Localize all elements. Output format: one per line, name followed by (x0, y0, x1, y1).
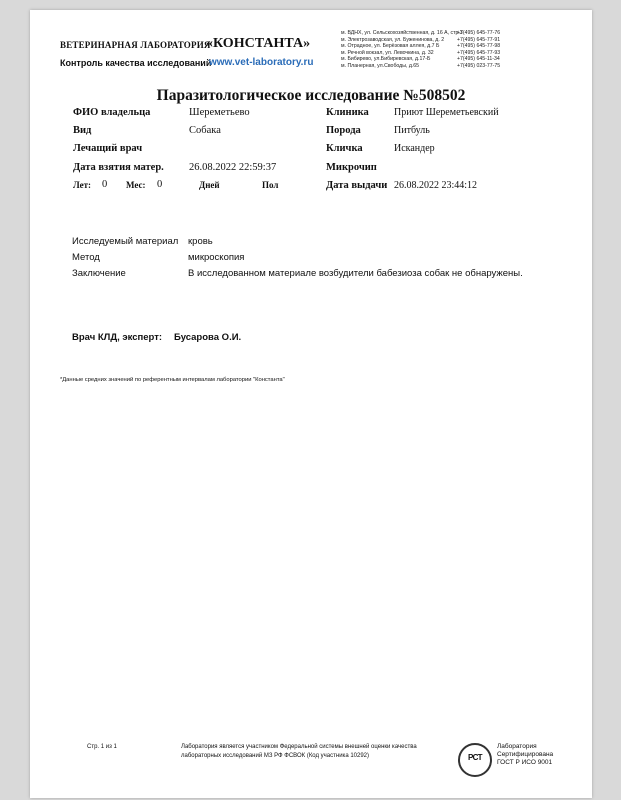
sex-label: Пол (262, 180, 279, 190)
method-label: Метод (72, 252, 100, 263)
issue-date-value: 26.08.2022 23:44:12 (394, 180, 478, 191)
address-line: м. Электрозаводская, ул. Буженинова, д. 2 +7(495) 645-77-91 (341, 36, 501, 43)
address-line: м. Речной вокзал, ул. Левочкина, д. 32 +7(495) 645-77-93 (341, 49, 501, 56)
address-line: м. Планерная, ул.Свободы, д.65 +7(495) 023-77-75 (341, 62, 501, 69)
conclusion-value: В исследованном материале возбудители бабезиоза собак не обнаружены. (188, 268, 523, 279)
days-label: Дней (199, 180, 220, 190)
address-line: м. Бибирево, ул.Бибиревская, д.17-Б +7(495) 645-11-34 (341, 56, 500, 63)
owner-label: ФИО владельца (73, 107, 151, 118)
sample-date-value: 26.08.2022 22:59:37 (189, 162, 277, 173)
sample-date-label: Дата взятия матер. (73, 162, 164, 173)
species-value: Собака (189, 125, 221, 136)
nickname-value: Искандер (394, 143, 435, 154)
gost-certification-icon (458, 743, 492, 777)
material-value: кровь (188, 236, 213, 247)
lab-website-link[interactable]: www.vet-laboratory.ru (209, 57, 314, 68)
cert-line2: Сертифицирована (497, 751, 554, 758)
doctor-label: Лечащий врач (73, 143, 143, 154)
nickname-label: Кличка (326, 143, 363, 154)
material-label: Исследуемый материал (72, 236, 179, 247)
lab-subtitle: Контроль качества исследований (60, 58, 212, 68)
conclusion-label: Заключение (72, 268, 126, 279)
breed-label: Порода (326, 125, 361, 136)
page-number: Стр. 1 из 1 (87, 744, 117, 750)
months-value: 0 (157, 179, 163, 190)
clinic-label: Клиника (326, 107, 369, 118)
address-line: м. ВДНХ, ул. Сельскохозяйственная, д. 16 А, стр.3+7(495) 645-77-76 (341, 30, 501, 36)
months-label: Мес: (126, 180, 146, 190)
microchip-label: Микрочип (326, 162, 377, 173)
fsvok-notice-line1: Лаборатория является участником Федеральной системы внешней оценки качества (181, 744, 417, 750)
issue-date-label: Дата выдачи (326, 180, 388, 191)
species-label: Вид (73, 125, 92, 136)
gost-logo-text: РСТ (467, 753, 483, 762)
lab-name: «КОНСТАНТА» (206, 36, 311, 51)
cert-line1: Лаборатория (497, 743, 537, 750)
lab-prefix: ВЕТЕРИНАРНАЯ ЛАБОРАТОРИЯ (60, 40, 211, 50)
cert-line3: ГОСТ Р ИСО 9001 (497, 759, 553, 766)
clinic-value: Приют Шереметьевский (394, 107, 499, 118)
signature-label: Врач КЛД, эксперт: (72, 332, 163, 343)
owner-value: Шереметьево (189, 107, 250, 118)
years-label: Лет: (73, 180, 92, 190)
method-value: микроскопия (188, 252, 245, 263)
report-page (30, 10, 592, 798)
footnote: *Данные средних значений по референтным интервалам лаборатории "Константа" (60, 377, 285, 383)
fsvok-notice-line2: лабораторных исследований МЗ РФ ФСВОК (Код участника 10292) (181, 753, 370, 759)
report-title: Паразитологическое исследование №508502 (156, 87, 466, 104)
signature-name: Бусарова О.И. (174, 332, 242, 343)
breed-value: Питбуль (394, 125, 430, 136)
address-list (341, 30, 500, 70)
address-line: м. Отрадное, ул. Берёзовая аллея, д.7 Б +7(495) 645-77-98 (341, 43, 501, 50)
years-value: 0 (102, 179, 108, 190)
